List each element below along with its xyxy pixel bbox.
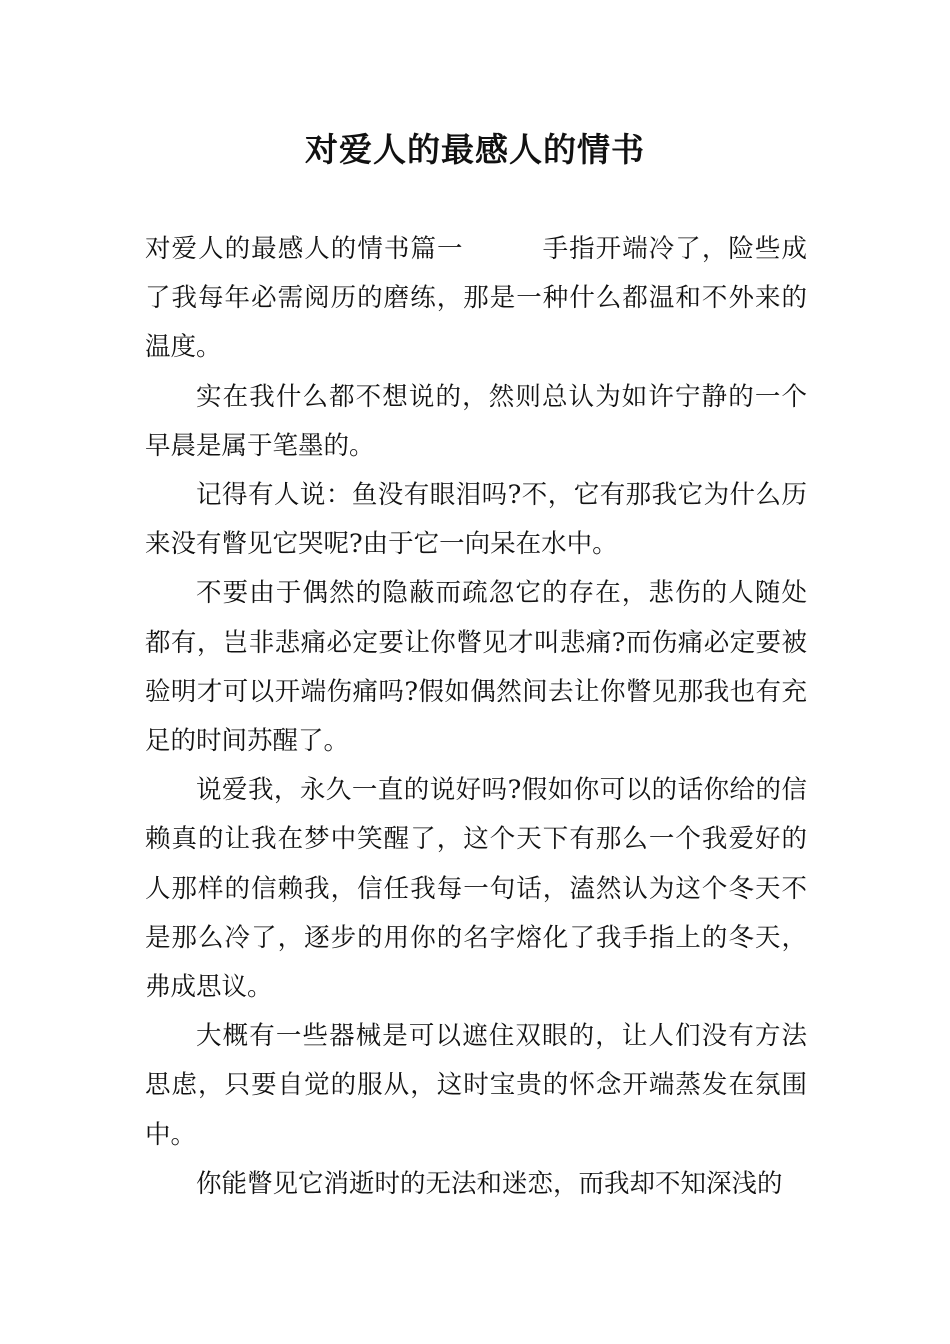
paragraph-6: 你能瞥见它消逝时的无法和迷恋，而我却不知深浅的	[196, 1168, 783, 1199]
intro-text: 手指开端冷了，险些成了我每年必需阅历的磨练，那是一种什么都温和不外来的温度。	[145, 234, 807, 363]
document-title: 对爱人的最感人的情书	[305, 130, 645, 169]
paragraph-1: 实在我什么都不想说的，然则总认为如许宁静的一个早晨是属于笔墨的。	[145, 381, 807, 461]
paragraph-4: 说爱我，永久一直的说好吗?假如你可以的话你给的信赖真的让我在梦中笑醒了，这个天下有那么一个我爱好的人那样的信赖我，信任我每一句话，溘然认为这个冬天不是那么冷了，逐步的用你的名字熔化了我手指上的冬天，弗成思议。	[145, 775, 807, 1003]
intro-paragraph	[145, 225, 807, 373]
paragraph-3: 不要由于偶然的隐蔽而疏忽它的存在，悲伤的人随处都有，岂非悲痛必定要让你瞥见才叫悲痛?而伤痛必定要被验明才可以开端伤痛吗?假如偶然间去让你瞥见那我也有充足的时间苏醒了。	[145, 578, 807, 757]
section-heading: 对爱人的最感人的情书篇一	[145, 234, 464, 264]
paragraph-2: 记得有人说：鱼没有眼泪吗?不，它有那我它为什么历来没有瞥见它哭呢?由于它一向呆在水中。	[145, 480, 807, 560]
document-body	[145, 225, 807, 1209]
paragraph-5: 大概有一些器械是可以遮住双眼的，让人们没有方法思虑，只要自觉的服从，这时宝贵的怀念开端蒸发在氛围中。	[145, 1021, 807, 1150]
